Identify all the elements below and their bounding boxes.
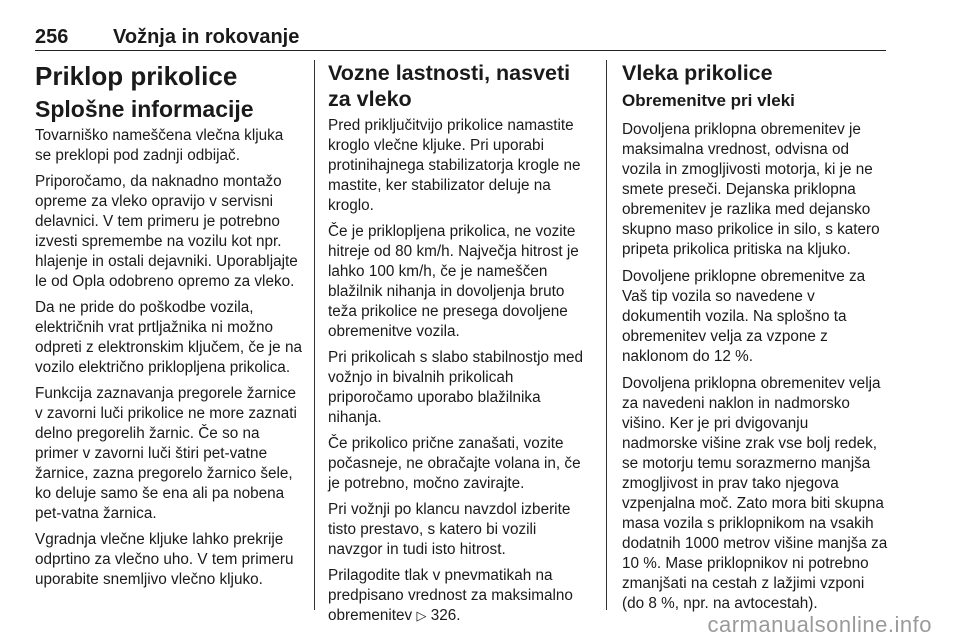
chapter-title: Vožnja in rokovanje [113,26,300,48]
paragraph: Pred priključitvijo prikolice namastite kroglo vlečne kljuke. Pri uporabi protinihajnega stabilizatorja krogle ne mastite, ker stabilizator deluje na kroglo. [328,117,581,214]
paragraph: Pri prikolicah s slabo stabilnostjo med vožnjo in bivalnih prikolicah priporočamo uporabo blažilnika nihanja. [328,349,584,426]
column-trailer-loads [622,60,888,621]
paragraph: Vgradnja vlečne kljuke lahko prekrije odprtino za vlečno uho. V tem primeru uporabite snemljivo vlečno kljuko. [35,531,294,588]
page-reference-arrow-icon: ▷ [416,608,427,623]
paragraph: Tovarniško nameščena vlečna kljuka se preklopi pod zadnji odbijač. [35,127,284,164]
page-header [35,26,886,51]
paragraph: Da ne pride do poškodbe vozila, električnih vrat prtljažnika ni možno odpreti z elektronskim ključem, če je na vozilo električno priklopljena prikolica. [35,299,302,376]
column-trailer-towing [35,60,303,596]
column-divider [314,60,315,610]
page-reference-link[interactable]: 326. [430,607,461,624]
column-driving-tips [328,60,593,632]
paragraph: Če prikolico prične zanašati, vozite počasneje, ne obračajte volana in, če je potrebno, močno zavirajte. [328,435,581,492]
section-title: Priklop prikolice [35,61,238,91]
paragraph: Dovoljene priklopne obremenitve za Vaš tip vozila so navedene v dokumentih vozila. Na splošno ta obremenitev velja za vzpone z naklonom do 12 %. [622,268,866,365]
paragraph: Funkcija zaznavanja pregorele žarnice v zavorni luči prikolice ne more zaznati delno pregorelih žarnic. Če so na primer v zavorni luči štiri pet-vatne žarnice, zazna pregorelo žarnico šele, ko deluje samo še ena ali pa nobena pet-vatna žarnica. [35,385,297,522]
paragraph: Pri vožnji po klancu navzdol izberite tisto prestavo, s katero bi vozili navzgor in tudi isto hitrost. [328,501,571,558]
section-subtitle: Splošne informacije [35,96,254,122]
paragraph: Priporočamo, da naknadno montažo opreme za vleko opravijo v servisni delavnici. V tem primeru je potrebno izvesti spremembe na vozilu kot npr. hlajenje in ostali dejavniki. Uporabljajte le od Opla odobreno opremo za vleko. [35,173,298,290]
section-subtitle: Obremenitve pri vleki [622,91,795,110]
paragraph-text: Prilagodite tlak v pnevmatikah na predpisano vrednost za maksimalno obremenitev [328,567,573,624]
paragraph: Dovoljena priklopna obremenitev velja za navedeni naklon in nadmorsko višino. Ker je pri dvigovanju nadmorske višine zrak vse bolj redek, se motorju temu sorazmerno manjša zmogljivost in prav tako njegova vzpenjalna moč. Zato mora biti skupna masa vozila s priklopnikom na vsakih dodatnih 1000 metrov višine manjša za 10 %. Mase priklopnikov ni potrebno zmanjšati na cestah z lažjimi vzponi (do 8 %, npr. na avtocestah). [622,375,888,612]
paragraph: Dovoljena priklopna obremenitev je maksimalna vrednost, odvisna od vozila in zmogljivosti motorja, ki je ne smete preseči. Dejanska priklopna obremenitev je razlika med dejansko skupno maso prikolice in silo, s katero pripeta prikolica pritiska na kljuko. [622,121,880,258]
column-divider [606,60,607,610]
section-title: Vozne lastnosti, nasveti za vleko [328,61,571,111]
page-number: 256 [35,26,69,48]
paragraph-with-reference [328,566,593,626]
watermark: carmanualsonline.info [707,612,932,637]
section-title: Vleka prikolice [622,61,773,85]
paragraph: Če je priklopljena prikolica, ne vozite hitreje od 80 km/h. Največja hitrost je lahko 100 km/h, če je nameščen blažilnik nihanja in dovoljenja bruto teža prikolice ne presega dovoljene obremenitve vozila. [328,223,579,340]
